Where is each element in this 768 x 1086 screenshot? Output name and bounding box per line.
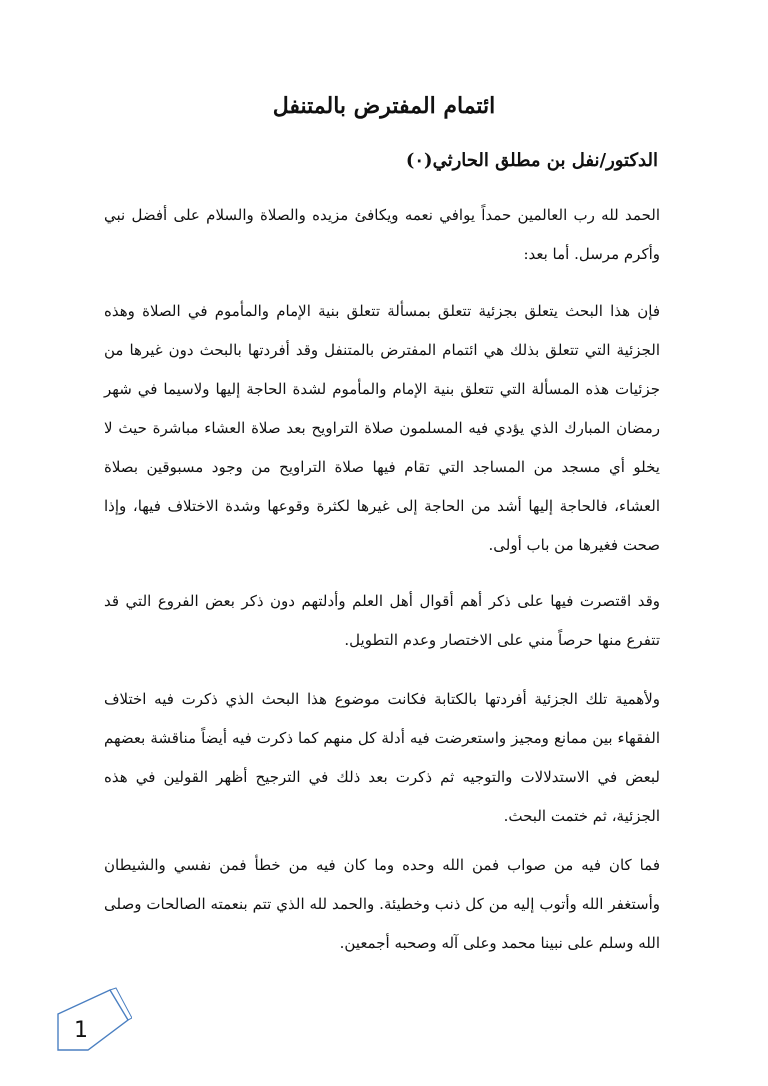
- page-number: 1: [74, 1018, 88, 1043]
- author-line: الدكتور/نفل بن مطلق الحارثي(٠): [405, 150, 658, 171]
- paragraph-introduction: فإن هذا البحث يتعلق بجزئية تتعلق بمسألة تتعلق بنية الإمام والمأموم في الصلاة وهذه الجزئية التي تتعلق بذلك هي ائتمام المفترض بالمتنفل وقد أفردتها بالبحث دون غيرها من جزئيات هذه المسألة التي تتعلق بنية الإمام والمأموم لشدة الحاجة إليها ولاسيما في شهر رمضان المبارك الذي يؤدي فيه المسلمون صلاة التراويح بعد صلاة العشاء مباشرة حيث لا يخلو أي مسجد من المساجد التي تقام فيها صلاة التراويح من وجود مسبوقين بصلاة العشاء، فالحاجة إليها أشد من الحاجة إلى غيرها لكثرة وقوعها وشدة الاختلاف فيها، وإذا صحت فغيرها من باب أولى.: [104, 302, 660, 554]
- paragraph-closing: فما كان فيه من صواب فمن الله وحده وما كان فيه من خطأ فمن نفسي والشيطان وأستغفر الله وأتوب إليه من كل ذنب وخطيئة. والحمد لله الذي تتم بنعمته الصالحات وصلى الله وسلم على نبينا محمد وعلى آله وصحبه أجمعين.: [104, 856, 660, 952]
- paragraph-importance: ولأهمية تلك الجزئية أفردتها بالكتابة فكانت موضوع هذا البحث الذي ذكرت فيه اختلاف الفقهاء بين ممانع ومجيز واستعرضت فيه أدلة كل منهم كما ذكرت فيه أيضاً مناقشة بعضهم لبعض في الاستدلالات والتوجيه ثم ذكرت بعد ذلك في الترجيح أظهر القولين في هذه الجزئية، ثم ختمت البحث.: [104, 690, 660, 825]
- paragraph-opening: الحمد لله رب العالمين حمداً يوافي نعمه ويكافئ مزيده والصلاة والسلام على أفضل نبي وأكرم مرسل. أما بعد:: [104, 206, 660, 263]
- document-title: ائتمام المفترض بالمتنفل: [272, 93, 496, 119]
- paragraph-scope: وقد اقتصرت فيها على ذكر أهم أقوال أهل العلم وأدلتهم دون ذكر بعض الفروع التي قد تتفرع منها حرصاً مني على الاختصار وعدم التطويل.: [104, 592, 660, 649]
